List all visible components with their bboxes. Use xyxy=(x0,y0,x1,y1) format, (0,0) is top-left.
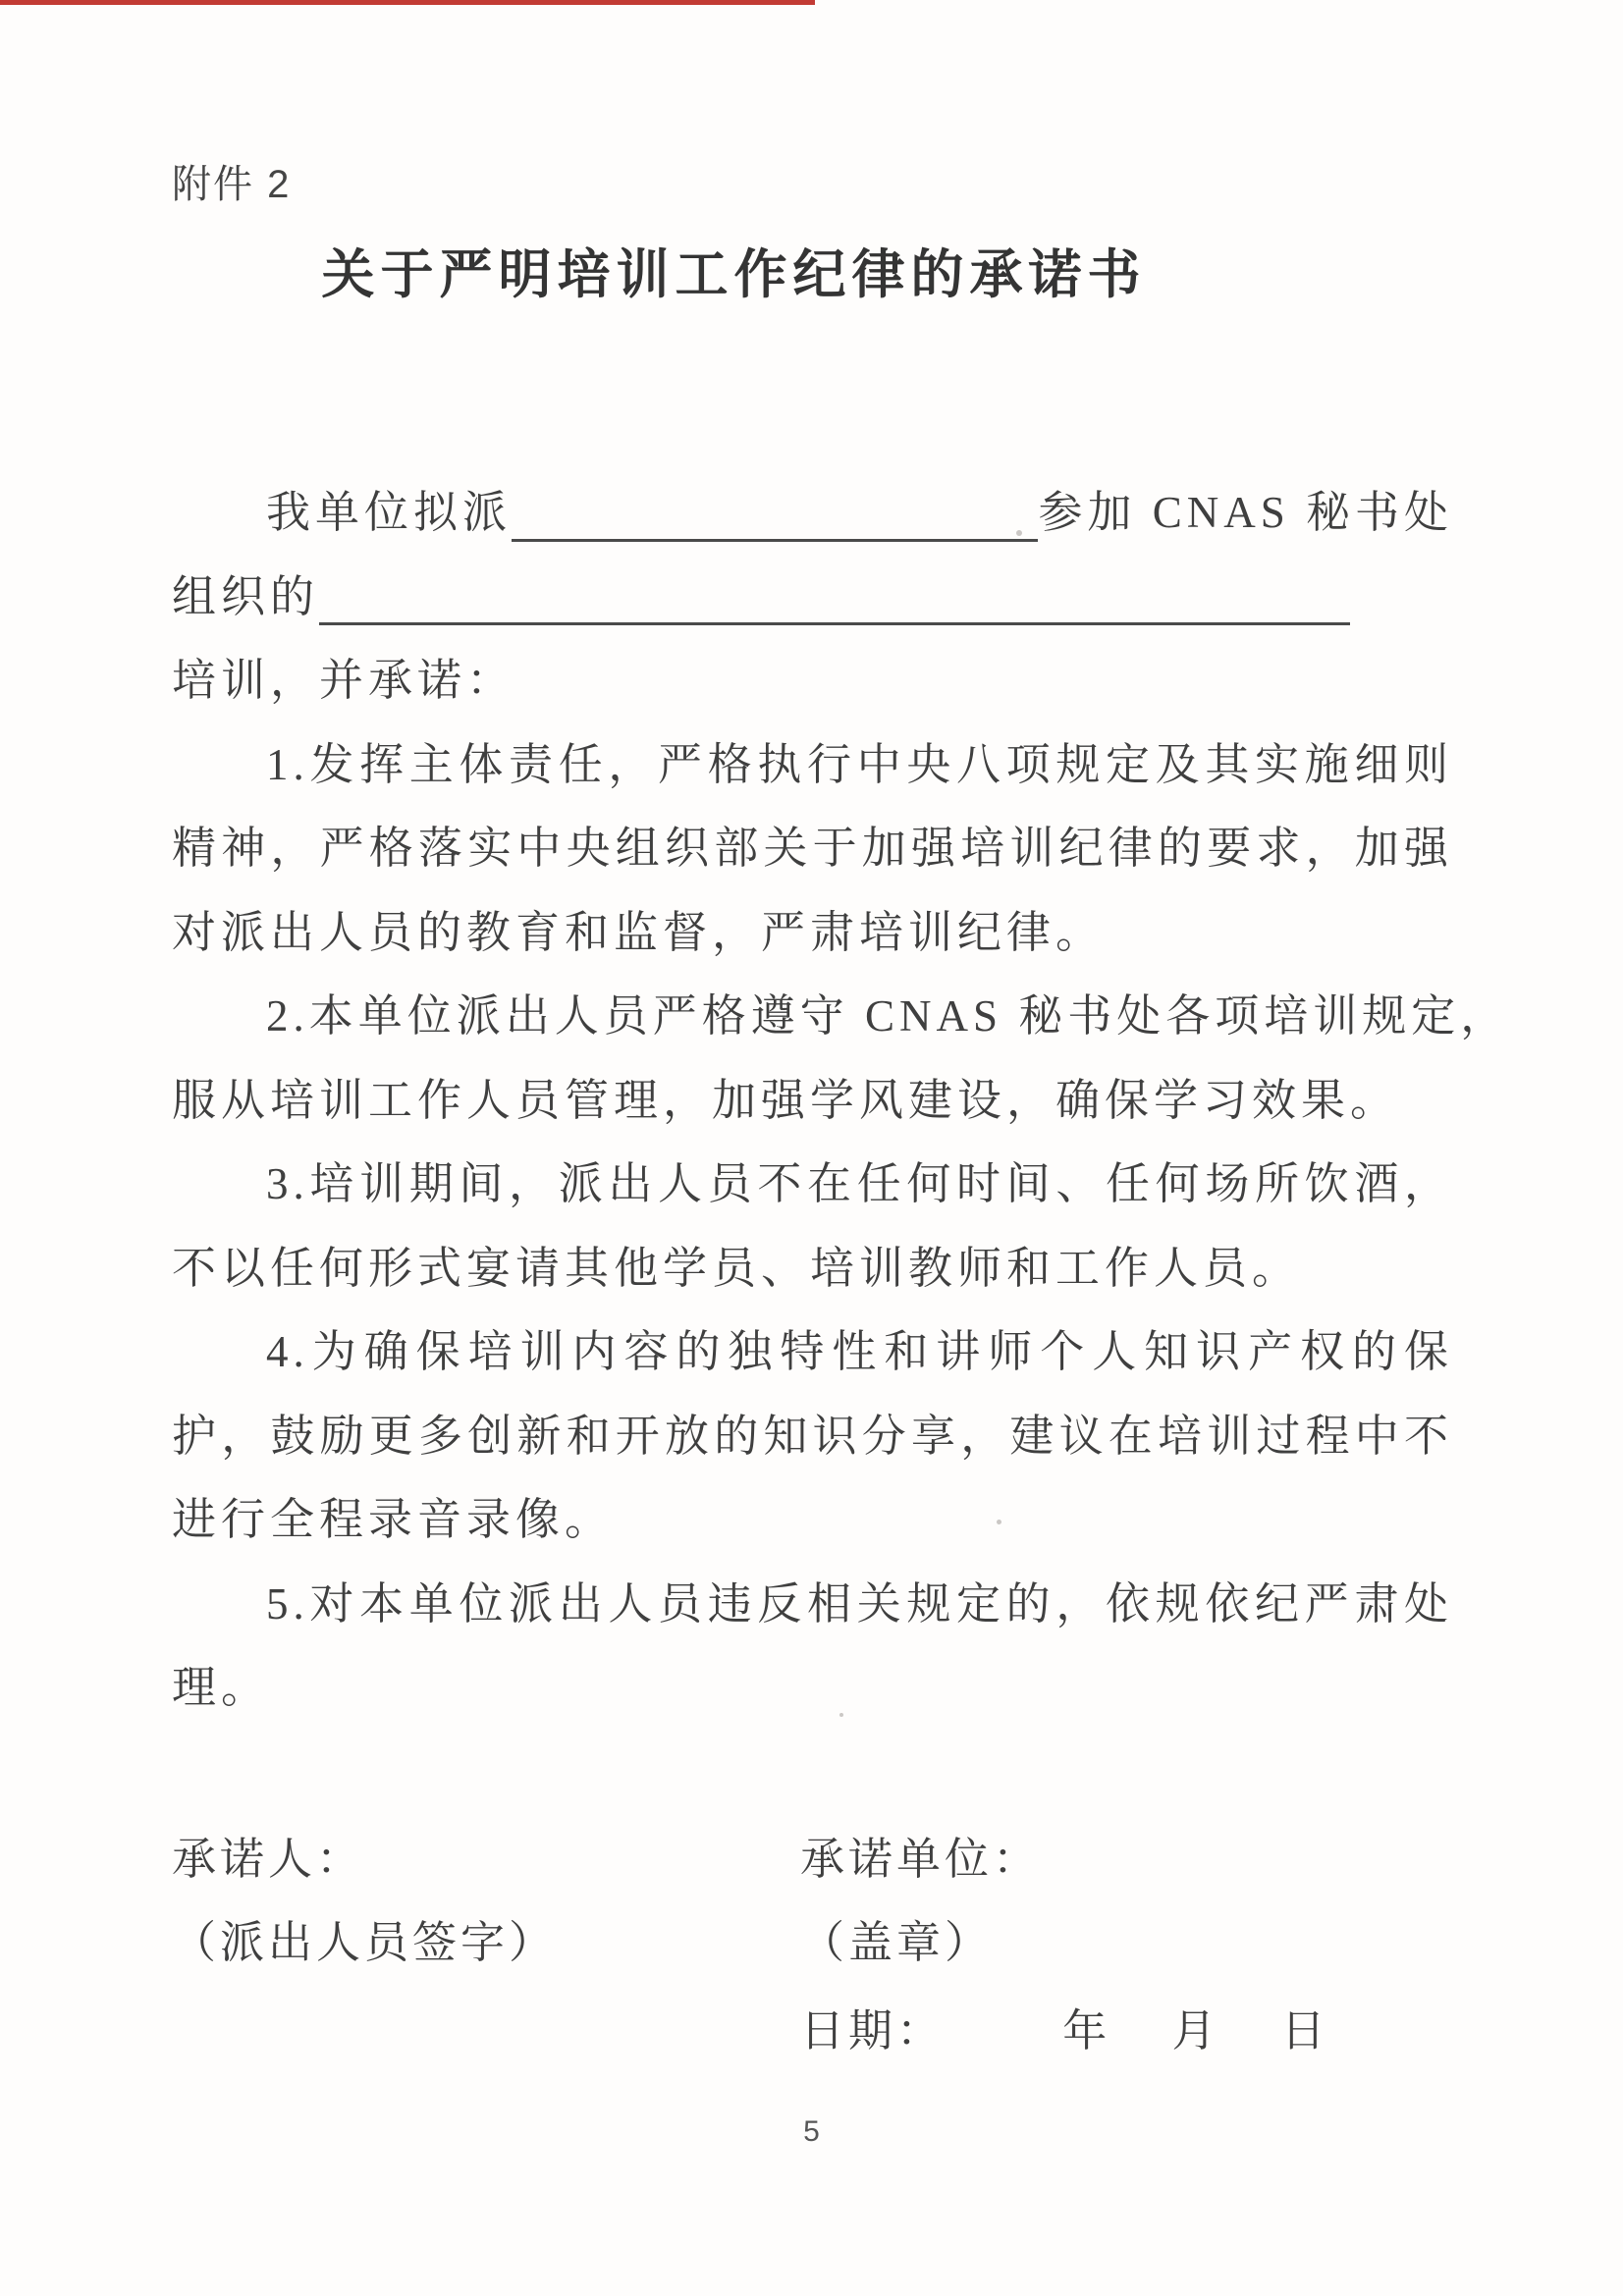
paragraph-line xyxy=(172,891,1453,976)
paragraph-line xyxy=(172,471,1453,556)
line-text: 我单位拟派 xyxy=(266,488,513,537)
date-label: 日期： xyxy=(800,2006,946,2056)
page-number: 5 xyxy=(803,2115,820,2148)
paragraph-line xyxy=(172,1227,1453,1311)
paragraph-line-item1 xyxy=(172,723,1453,808)
paragraph-line xyxy=(172,1646,1453,1731)
scan-artifact-top-line xyxy=(0,0,815,5)
document-title: 关于严明培训工作纪律的承诺书 xyxy=(321,245,1147,304)
line-text: 理。 xyxy=(172,1663,271,1712)
paragraph-line xyxy=(172,1478,1453,1563)
paragraph-line-item4 xyxy=(172,1310,1453,1395)
line-text: 3.培训期间，派出人员不在任何时间、任何场所饮酒， xyxy=(266,1159,1453,1208)
promisor-note: （派出人员签字） xyxy=(172,1918,558,1967)
paragraph-line-item3 xyxy=(172,1143,1453,1227)
paragraph-line-item5 xyxy=(172,1563,1453,1647)
date-row xyxy=(800,1990,1329,2073)
unit-label: 承诺单位： xyxy=(800,1835,1042,1884)
line-text: 5.对本单位派出人员违反相关规定的，依规依纪严肃处 xyxy=(266,1578,1453,1629)
line-text: 精神，严格落实中央组织部关于加强培训纪律的要求，加强 xyxy=(172,824,1453,873)
paragraph-line xyxy=(172,1059,1453,1144)
line-text: 不以任何形式宴请其他学员、培训教师和工作人员。 xyxy=(172,1243,1302,1293)
paragraph-line-item2 xyxy=(172,975,1510,1059)
line-text: 进行全程录音录像。 xyxy=(172,1495,615,1544)
line-text: 培训，并承诺： xyxy=(172,656,516,705)
fill-in-blank-trainee xyxy=(512,539,1038,542)
paragraph-line xyxy=(172,807,1453,891)
year-label: 年 xyxy=(1062,2006,1111,2056)
line-text: 参加 CNAS 秘书处 xyxy=(1038,488,1453,537)
attachment-label: 附件 2 xyxy=(172,163,292,206)
document-body xyxy=(172,471,1510,1731)
unit-note: （盖章） xyxy=(800,1918,994,1967)
fill-in-blank-course xyxy=(319,622,1350,625)
line-text: 2.本单位派出人员严格遵守 CNAS 秘书处各项培训规定， xyxy=(266,991,1510,1041)
paragraph-line xyxy=(172,1395,1453,1479)
line-text: 护，鼓励更多创新和开放的知识分享，建议在培训过程中不 xyxy=(172,1411,1453,1461)
paragraph-line xyxy=(172,556,1350,640)
line-text: 组织的 xyxy=(172,571,320,621)
day-label: 日 xyxy=(1280,2006,1329,2056)
line-text: 4.为确保培训内容的独特性和讲师个人知识产权的保 xyxy=(266,1327,1453,1376)
month-label: 月 xyxy=(1171,2006,1220,2056)
line-text: 服从培训工作人员管理，加强学风建设，确保学习效果。 xyxy=(172,1075,1400,1125)
line-text: 1.发挥主体责任，严格执行中央八项规定及其实施细则 xyxy=(266,739,1453,789)
line-text: 对派出人员的教育和监督，严肃培训纪律。 xyxy=(172,907,1106,957)
paragraph-line xyxy=(172,639,1453,723)
promisor-label: 承诺人： xyxy=(172,1835,365,1884)
